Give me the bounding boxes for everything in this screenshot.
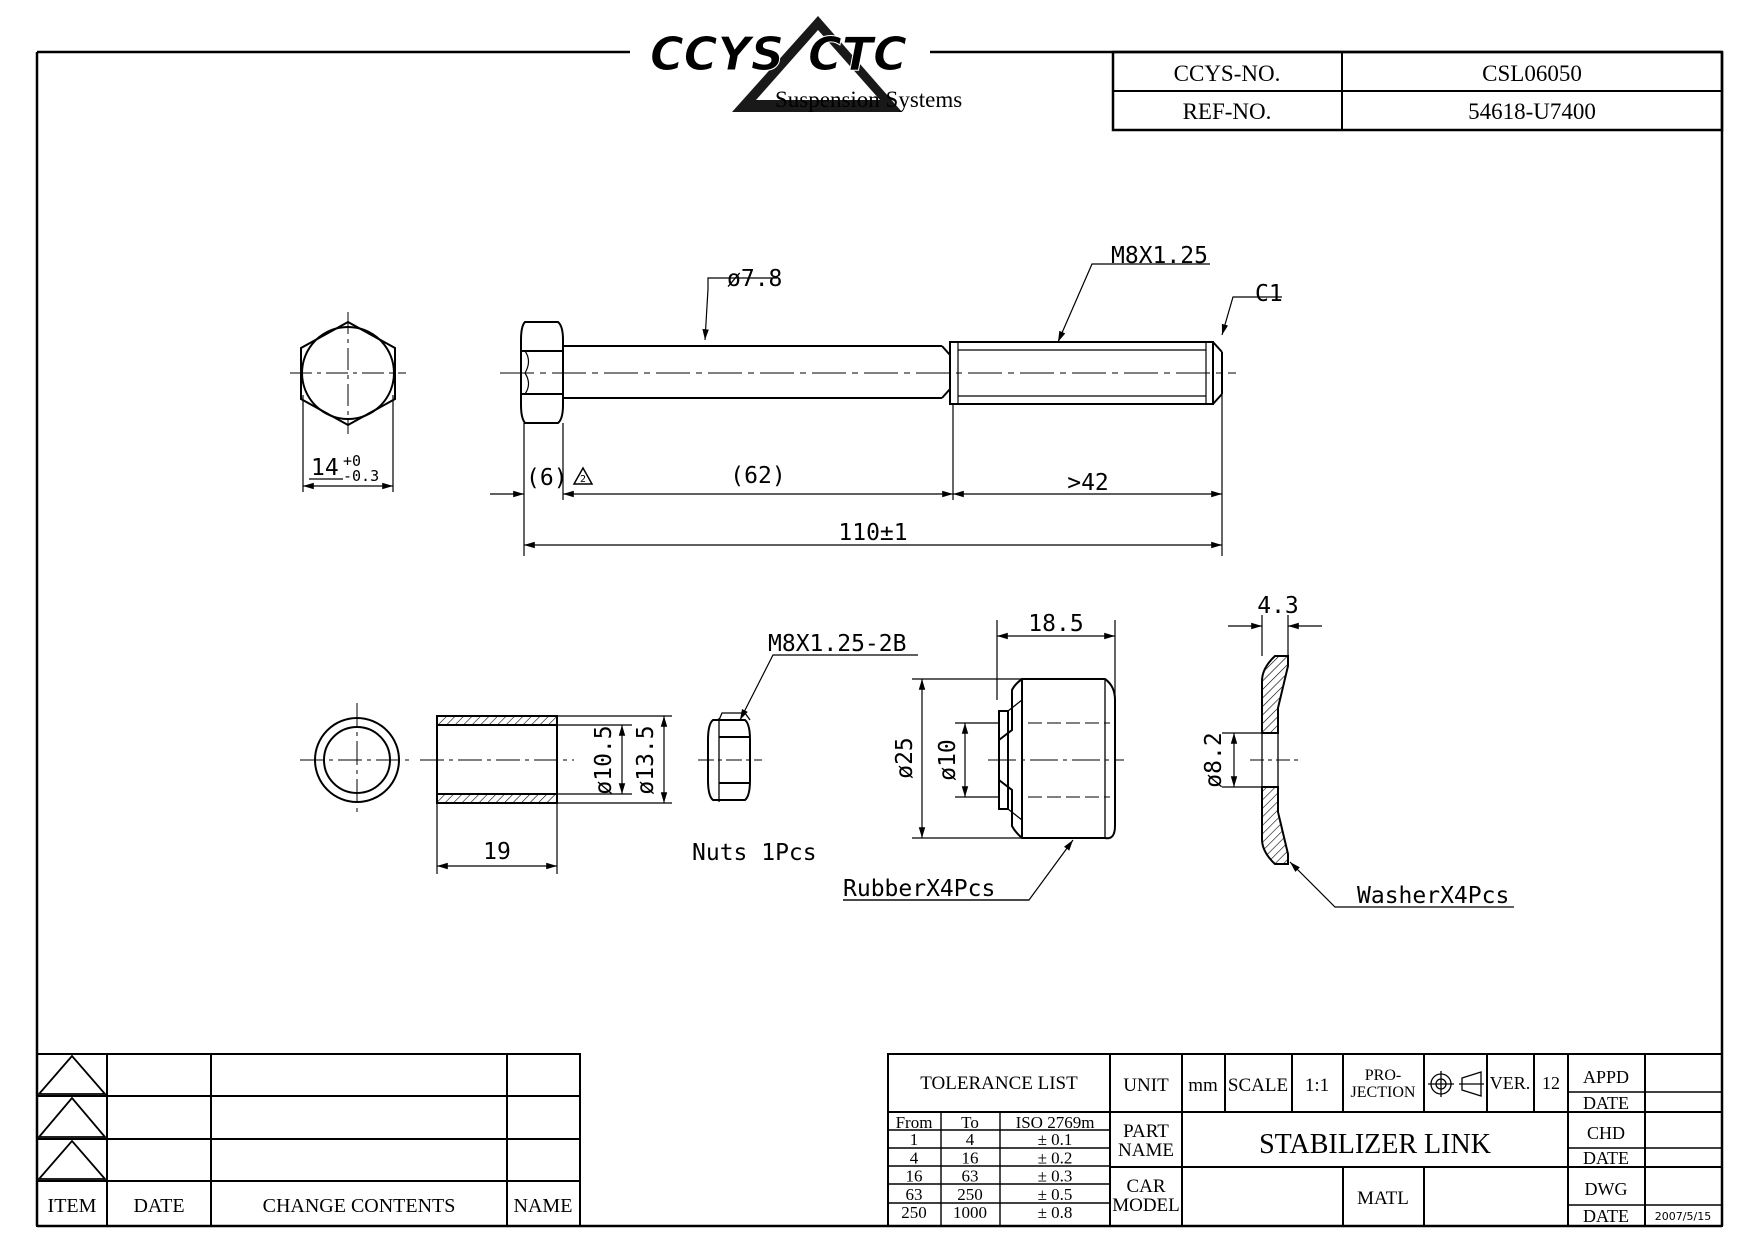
sleeve-inner-dia-dim: ø10.5 <box>591 725 617 795</box>
revision-mark-2: 2 <box>579 474 587 485</box>
tolerance-cell: 1000 <box>953 1203 987 1223</box>
tolerance-cell: 63 <box>905 1184 923 1204</box>
part-name-label-1: PART <box>1123 1121 1169 1142</box>
tolerance-cell: 1 <box>909 1130 919 1149</box>
projection-label-1: PRO- <box>1364 1067 1402 1084</box>
dwg-date-label: DATE <box>1583 1206 1629 1226</box>
dwg-label: DWG <box>1584 1179 1628 1199</box>
washer-thickness-dim: 4.3 <box>1257 593 1299 619</box>
tolerance-rows <box>901 1130 1072 1222</box>
tolerance-cell: ± 0.8 <box>1037 1203 1073 1223</box>
rubber-outer-dia-dim: ø25 <box>892 737 918 779</box>
version-value: 12 <box>1542 1073 1560 1093</box>
ref-no-label: REF-NO. <box>1182 99 1272 124</box>
part-name-value: STABILIZER LINK <box>1259 1129 1491 1160</box>
nut-side-view <box>698 655 918 802</box>
head-across-flats-dim: 14 <box>311 455 339 481</box>
tolerance-cell: ± 0.1 <box>1037 1130 1073 1149</box>
bolt-side-view <box>500 322 1236 423</box>
chamfer-spec: C1 <box>1255 281 1283 307</box>
tolerance-cell: 250 <box>957 1184 983 1204</box>
nut-thread-spec: M8X1.25-2B <box>768 631 907 657</box>
tolerance-cell: 16 <box>961 1148 979 1168</box>
logo-left-text: CCYS <box>650 27 784 81</box>
thread-length-dim: >42 <box>1067 470 1109 496</box>
scale-value: 1:1 <box>1304 1075 1330 1096</box>
bolt-dimension-lines <box>490 264 1282 556</box>
scale-label: SCALE <box>1227 1075 1289 1096</box>
tolerance-cell: 4 <box>965 1130 975 1149</box>
version-label: VER. <box>1489 1073 1531 1093</box>
dwg-date-value: 2007/5/15 <box>1654 1210 1712 1223</box>
rubber-quantity-label: RubberX4Pcs <box>843 876 996 902</box>
tolerance-cell: ± 0.3 <box>1037 1166 1073 1186</box>
projection-symbol-icon <box>1428 1071 1484 1097</box>
tol-header-from: From <box>895 1113 933 1132</box>
washer-quantity-label: WasherX4Pcs <box>1357 883 1510 909</box>
shank-diameter-dim: ø7.8 <box>727 266 783 292</box>
tolerance-cell: 16 <box>905 1166 923 1186</box>
tolerance-cell: ± 0.5 <box>1037 1184 1073 1204</box>
appd-date-label: DATE <box>1583 1093 1629 1113</box>
head-length-dim: (6) <box>526 465 568 491</box>
company-logo <box>650 16 962 112</box>
ccys-no-value: CSL06050 <box>1482 61 1582 86</box>
car-model-label-2: MODEL <box>1112 1195 1180 1216</box>
sleeve-end-view <box>300 703 414 817</box>
rev-header-name: NAME <box>513 1195 573 1217</box>
washer-section-view <box>1222 615 1514 907</box>
tolerance-cell: 63 <box>961 1166 979 1186</box>
tolerance-cell: ± 0.2 <box>1037 1148 1073 1168</box>
rubber-bushing-view <box>843 620 1124 900</box>
rev-header-item: ITEM <box>47 1195 97 1217</box>
tolerance-cell: 250 <box>901 1203 927 1223</box>
head-tol-lower: -0.3 <box>343 467 380 485</box>
projection-label-2: JECTION <box>1350 1084 1416 1101</box>
washer-inner-dia-dim: ø8.2 <box>1201 732 1227 788</box>
ccys-no-label: CCYS-NO. <box>1173 61 1281 86</box>
chd-label: CHD <box>1586 1123 1626 1143</box>
drawing-id-table <box>1113 52 1722 130</box>
tol-header-iso: ISO 2769m <box>1015 1113 1095 1132</box>
chd-date-label: DATE <box>1583 1148 1629 1168</box>
rubber-width-dim: 18.5 <box>1028 611 1084 637</box>
car-model-label-1: CAR <box>1126 1176 1166 1197</box>
total-length-dim: 110±1 <box>838 520 908 546</box>
unit-value: mm <box>1188 1075 1218 1096</box>
unit-label: UNIT <box>1123 1075 1169 1096</box>
rev-header-change-contents: CHANGE CONTENTS <box>262 1195 456 1217</box>
logo-tagline: Suspension Systems <box>775 87 963 112</box>
tolerance-cell: 4 <box>909 1148 919 1168</box>
sleeve-length-dim: 19 <box>483 839 511 865</box>
part-name-label-2: NAME <box>1118 1140 1174 1161</box>
rubber-inner-dia-dim: ø10 <box>935 739 961 781</box>
appd-label: APPD <box>1582 1067 1630 1087</box>
head-tol-upper: +0 <box>343 452 362 470</box>
shank-length-dim: (62) <box>730 463 786 489</box>
tolerance-list-title: TOLERANCE LIST <box>920 1073 1078 1094</box>
ref-no-value: 54618-U7400 <box>1468 99 1596 124</box>
nut-quantity-label: Nuts 1Pcs <box>692 840 817 866</box>
material-label: MATL <box>1357 1188 1409 1209</box>
logo-right-text: CTC <box>808 27 907 81</box>
rev-header-date: DATE <box>133 1195 185 1217</box>
sleeve-outer-dia-dim: ø13.5 <box>633 725 659 795</box>
tol-header-to: To <box>961 1113 979 1132</box>
bolt-thread-spec: M8X1.25 <box>1111 243 1208 269</box>
